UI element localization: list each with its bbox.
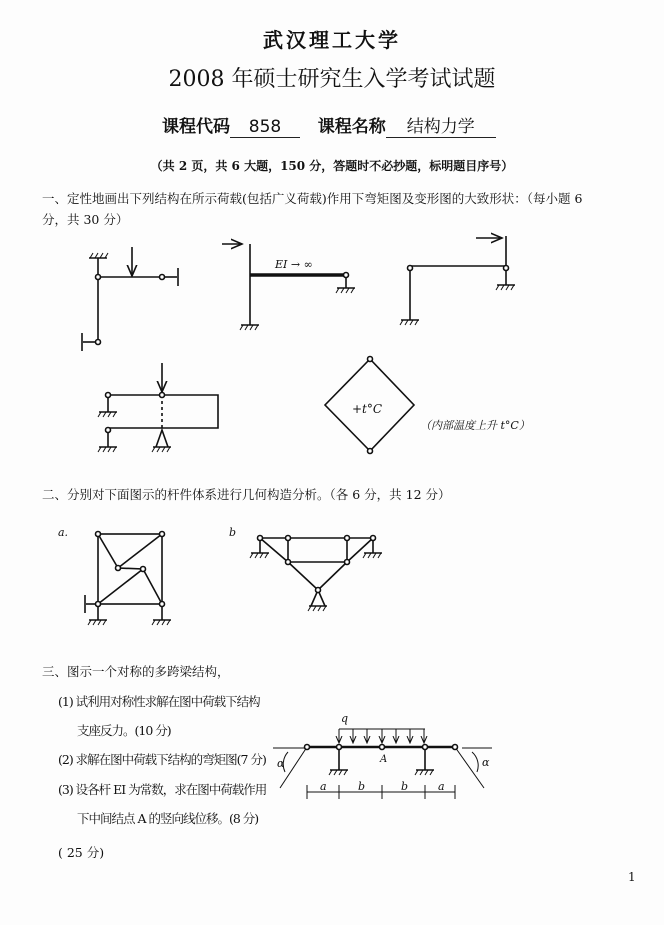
q1-figure-1 — [82, 247, 178, 351]
exam-notes: （共 2 页，共 6 大题，150 分，答题时不必抄题，标明题目序号） — [150, 159, 514, 173]
exam-title: 2008 年硕士研究生入学考试试题 — [168, 67, 496, 92]
load-q-label: q — [341, 712, 349, 725]
q3-item-1-cont: 支座反力。(10 分) — [77, 723, 171, 738]
q1-text-line1: 一、定性地画出下列结构在所示荷载(包括广义荷载)作用下弯矩图及变形图的大致形状：（每小题 6 — [42, 191, 583, 206]
q1-text-line2: 分，共 30 分） — [42, 212, 129, 227]
university-name: 武汉理工大学 — [263, 28, 401, 52]
q3-total: ( 25 分) — [58, 845, 105, 860]
node-A-label: A — [380, 754, 388, 765]
course-name: 结构力学 — [386, 112, 496, 138]
q3-text: 三、图示一个对称的多跨梁结构， — [42, 664, 230, 679]
alpha-right: α — [482, 756, 490, 769]
q2-figure-a — [58, 526, 171, 625]
dim-a-left: a — [320, 780, 327, 793]
course-code: 858 — [230, 117, 300, 138]
q3-item-2: (2) 求解在图中荷载下结构的弯矩图(7 分) — [58, 752, 266, 767]
rigid-beam-label: EI → ∞ — [275, 258, 313, 271]
q1-figure-3 — [400, 236, 515, 325]
temperature-caption: （内部温度上升 t°C） — [420, 419, 530, 432]
q3-item-3: (3) 设各杆 EI 为常数，求在图中荷载作用 — [58, 782, 267, 797]
q1-figure-4 — [98, 363, 218, 452]
q1-figure-2 — [222, 244, 355, 330]
course-name-label: 课程名称 — [317, 117, 386, 137]
course-code-label: 课程代码 — [162, 117, 230, 137]
dim-a-right: a — [438, 780, 445, 793]
fig-a-label: a. — [58, 526, 69, 539]
fig-b-label: b — [229, 526, 237, 539]
q3-beam-figure — [273, 712, 492, 799]
q3-item-3-cont: 下中间结点 A 的竖向线位移。(8 分) — [77, 811, 259, 826]
q2-figure-b — [229, 526, 382, 611]
temperature-label: +t°C — [352, 402, 383, 416]
dim-b-right: b — [401, 780, 409, 793]
q2-text: 二、分别对下面图示的杆件体系进行几何构造分析。（各 6 分，共 12 分） — [42, 487, 451, 502]
alpha-left: α — [277, 757, 285, 770]
q1-figure-5 — [325, 357, 414, 454]
dim-b-left: b — [358, 780, 366, 793]
q3-item-1: (1) 试利用对称性求解在图中荷载下结构 — [58, 694, 260, 709]
page-number: 1 — [628, 870, 636, 884]
